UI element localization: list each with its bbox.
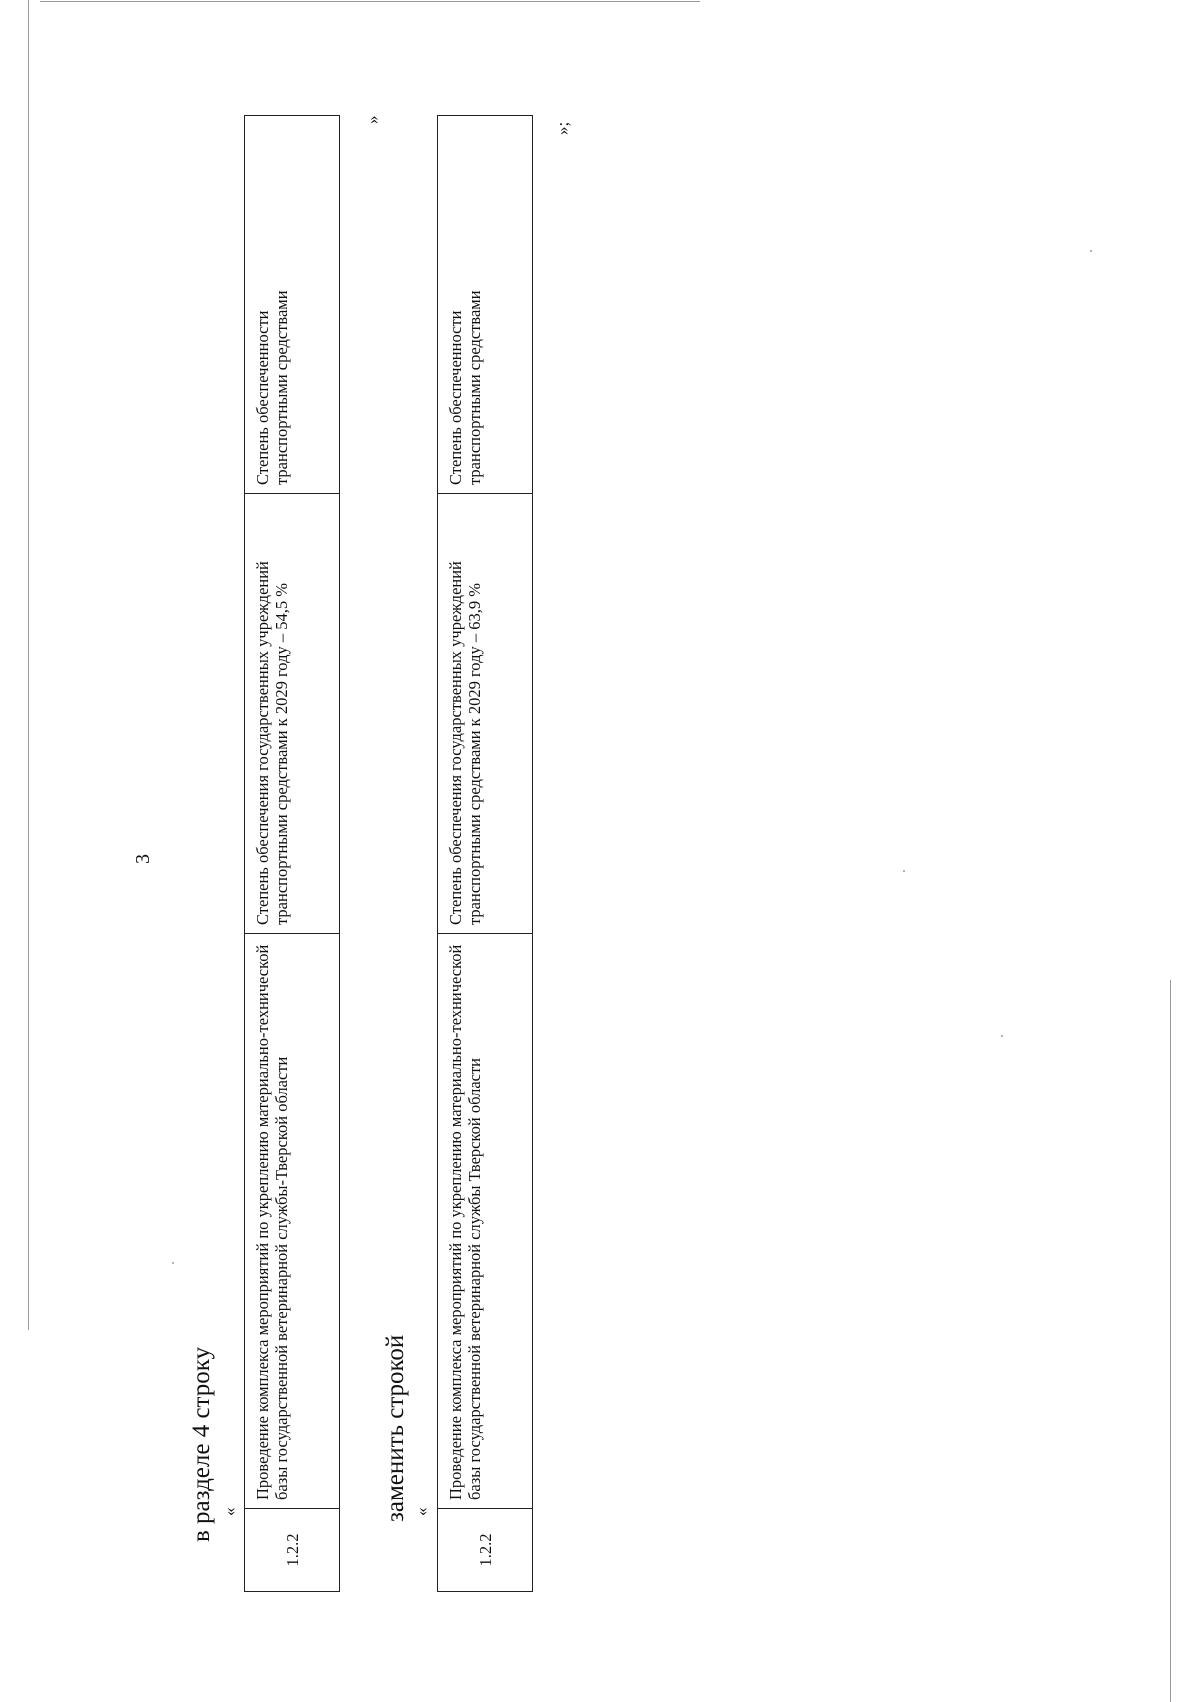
intro-heading: в разделе 4 строку [188,1346,215,1542]
indicator-cell: Степень обеспеченности транспортными средствами [245,116,340,494]
close-quote-2: »; [553,121,572,135]
close-quote-1: » [363,115,382,124]
old-row-table [244,115,340,1592]
row-number: 1.2.2 [438,1509,533,1592]
target-cell: Степень обеспечения государственных учреждений транспортными средствами к 2029 году – 63,9 % [438,494,533,934]
replace-heading: заменить строкой [382,1334,409,1522]
indicator-cell: Степень обеспеченности транспортными средствами [438,116,533,494]
target-cell: Степень обеспечения государственных учреждений транспортными средствами к 2029 году – 54,5 % [245,494,340,934]
measure-cell: Проведение комплекса мероприятий по укреплению материально-технической базы государственной ветеринарной службы-Тверской области [245,934,340,1509]
page-number: 3 [132,854,154,864]
table-row [245,116,340,1592]
open-quote-2: « [412,1507,431,1516]
new-row-table [437,115,533,1592]
row-number: 1.2.2 [245,1509,340,1592]
open-quote-1: « [220,1507,239,1516]
measure-cell: Проведение комплекса мероприятий по укреплению материально-технической базы государственной ветеринарной службы Тверской области [438,934,533,1509]
table-row [438,116,533,1592]
